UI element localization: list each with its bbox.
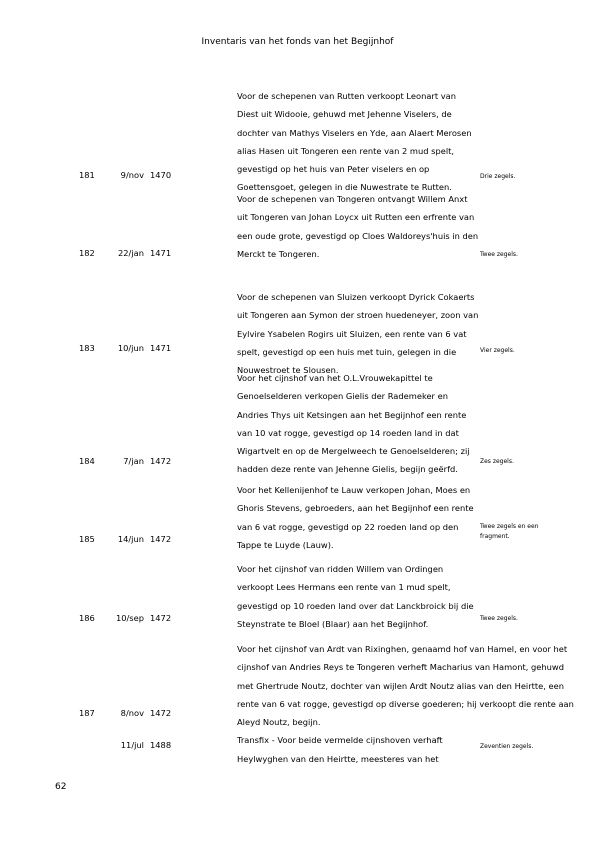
entry-year: 1472 [150,613,172,623]
entry-date: 9/nov [120,170,144,180]
entry-year: 1472 [150,534,172,544]
entry-line: Voor het cijnshof van Ardt van Rixinghen, genaamd hof van Hamel, en voor het [237,644,568,654]
entry-date: 7/jan [123,456,144,466]
entry-date: 14/jun [117,534,144,544]
entry-date: 10/sep [115,613,144,623]
entry-line: gevestigd op 10 roeden land over dat Lanckbroick bij die [237,600,474,611]
entry-note: Twee zegels en een fragment. [480,523,539,540]
entry-number: 183 [79,343,95,353]
page-number: 62 [55,782,67,792]
entry-line: Voor de schepenen van Tongeren ontvangt Willem Anxt [237,194,468,204]
entry-line: Eylvire Ysabelen Rogirs uit Sluizen, een rente van 6 vat [237,328,467,339]
entry-line: Nouwestroet te Slousen. [237,365,339,376]
entry-number: 186 [79,613,95,623]
entry-line: dochter van Mathys Viselers en Yde, aan Alaert Merosen [237,127,472,138]
entry-date: 8/nov [120,708,144,718]
entry-line: een oude grote, gevestigd op Cloes Waldoreys'huis in den [237,230,479,241]
entry-line: van 6 vat rogge, gevestigd op 22 roeden land op den [237,521,459,532]
entry-line: Voor het cijnshof van het O.L.Vrouwekapittel te [237,373,433,383]
entry-date: 10/jun [117,343,144,353]
entry-line: Aleyd Noutz, begijn. [237,717,321,728]
entry-line: Heylwyghen van den Heirtte, meesteres van het [237,753,439,764]
entry-line: van 10 vat rogge, gevestigd op 14 roeden land in dat [237,427,459,438]
entry-year: 1472 [150,456,172,466]
entry-number: 181 [79,170,95,180]
entry-line: rente van 6 vat rogge, gevestigd op diverse goederen; hij verkoopt die rente aan [237,698,574,709]
entry-year: 1470 [150,170,172,180]
entry-line: hadden deze rente van Jehenne Gielis, begijn geërfd. [237,464,458,475]
entry-line: Tappe te Luyde (Lauw). [237,539,334,550]
entry-text [237,369,470,479]
entry-line: Voor het Kellenijenhof te Lauw verkopen Johan, Moes en [237,485,471,495]
entry-line: Voor de schepenen van Sluizen verkoopt Dyrick Cokaerts [237,292,475,302]
entry-note: Twee zegels. [480,251,518,258]
entry-note: Twee zegels. [480,615,518,622]
entry-line: verkoopt Lees Hermans een rente van 1 mud spelt, [237,582,451,593]
entry-line: spelt, gevestigd op een huis met tuin, gelegen in die [237,346,457,357]
entry-line: Merckt te Tongeren. [237,248,320,259]
entry-text [237,87,472,197]
entry-line: Diest uit Widooie, gehuwd met Jehenne Viselers, de [237,109,452,120]
entry-line: Wigartvelt en op de Mergelweech te Genoelselderen; zij [237,446,470,457]
entry-note: Drie zegels. [480,173,516,180]
entry-note: Vier zegels. [480,347,515,354]
entry-year: 1471 [150,248,172,258]
entry-line: uit Tongeren aan Symon der stroen huedeneyer, zoon van [237,310,479,321]
entry-line: cijnshof van Andries Reys te Tongeren verheft Macharius van Hamont, gehuwd [237,662,564,673]
entry-line: Transfix - Voor beide vermelde cijnshoven verhaft [237,735,443,746]
entry-line: Voor de schepenen van Rutten verkoopt Leonart van [237,91,456,101]
entry-year: 1471 [150,343,172,353]
entry-line: met Ghertrude Noutz, dochter van wijlen Ardt Noutz alias van den Heirtte, een [237,680,564,691]
entry-number: 187 [79,708,95,718]
entry-note: Zes zegels. [480,458,514,465]
entry-line: Goettensgoet, gelegen in die Nuwestrate te Rutten. [237,182,452,193]
entry-year: 1488 [150,740,172,750]
entry-text [237,288,478,379]
entry-date: 22/jan [117,248,144,258]
entry-line: Andries Thys uit Ketsingen aan het Begijnhof een rente [237,409,467,420]
entry-date: 11/jul [120,740,144,750]
entry-line: gevestigd op het huis van Peter viselers en op [237,164,430,175]
entry-note: Zeventien zegels. [480,743,534,750]
entry-line: alias Hasen uit Tongeren een rente van 2 mud spelt, [237,145,455,156]
entry-text [237,481,474,554]
entry-line: Steynstrate te Bloel (Blaar) aan het Begijnhof. [237,618,429,629]
entry-number: 185 [79,534,95,544]
entry-text [237,560,474,633]
entry-line: Voor het cijnshof van ridden Willem van Ordingen [237,564,444,574]
entry-year: 1472 [150,708,172,718]
entry-line: uit Tongeren van Johan Loycx uit Rutten een erfrente van [237,212,475,223]
entry-line: Genoelselderen verkopen Gielis der Rademeker en [237,391,448,402]
page-header: Inventaris van het fonds van het Begijnhof [201,37,394,47]
entry-number: 184 [79,456,95,466]
entry-text [237,190,478,263]
entry-line: Ghoris Stevens, gebroeders, aan het Begijnhof een rente [237,503,474,514]
entry-number: 182 [79,248,95,258]
